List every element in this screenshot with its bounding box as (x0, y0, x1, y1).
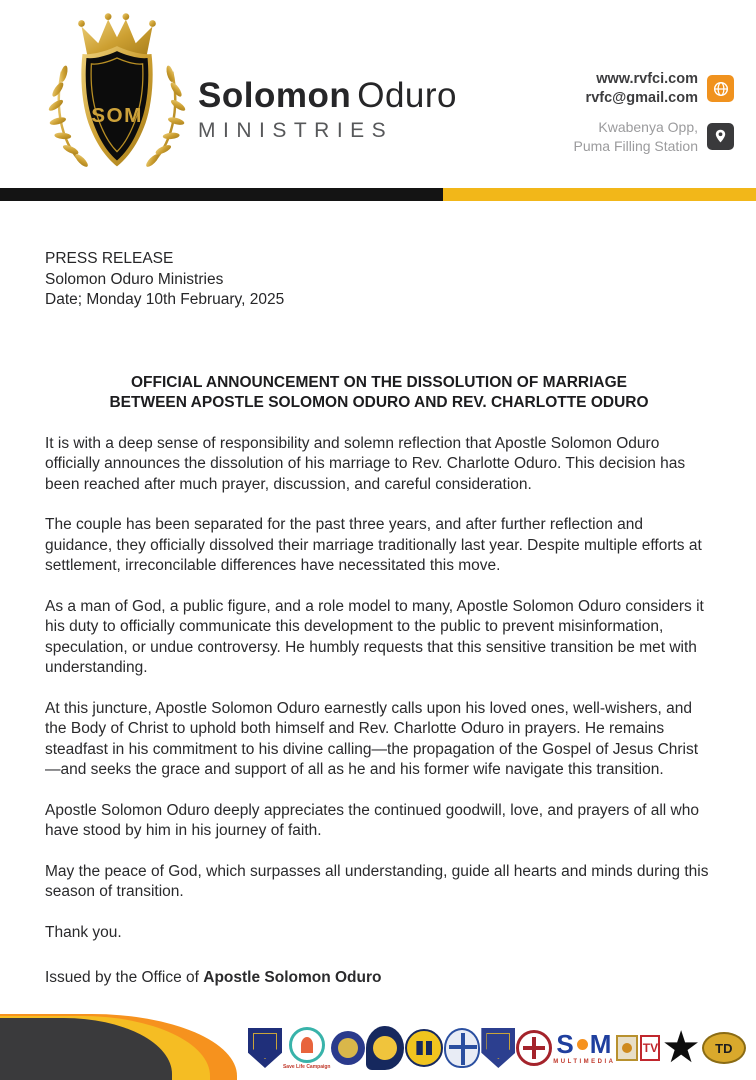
crest-svg (48, 10, 186, 174)
map-pin-icon (707, 123, 734, 150)
som-orange-dot-icon (577, 1039, 588, 1050)
brand-name-light: Oduro (357, 76, 457, 115)
brand-subtitle: MINISTRIES (198, 119, 394, 142)
email-text: rvfc@gmail.com (585, 89, 698, 106)
star-icon: ★ (661, 1023, 701, 1072)
globe-icon (707, 75, 734, 102)
announcement-title (45, 373, 713, 414)
doc-org-label: Solomon Oduro Ministries (45, 270, 224, 288)
brand-wordmark (198, 76, 457, 143)
book-icon (616, 1035, 638, 1061)
header-divider-bar (0, 188, 756, 201)
som-letter-s: S (556, 1029, 575, 1059)
contact-web-row (573, 70, 734, 107)
navy-shield-logo-1 (248, 1028, 282, 1068)
som-letter-m: M (589, 1029, 613, 1059)
paragraph-5: Apostle Solomon Oduro deeply appreciates the continued goodwill, love, and prayers of all who have stood by him in his journey of faith. (45, 801, 699, 839)
book-tv-logo (616, 1035, 660, 1061)
announcement-title-line2: BETWEEN APOSTLE SOLOMON ODURO AND REV. CHARLOTTE ODURO (109, 394, 649, 411)
yellow-crest-logo (405, 1029, 443, 1067)
flame-drop-logo (366, 1026, 404, 1070)
issued-by-name: Apostle Solomon Oduro (203, 969, 382, 986)
contact-block (573, 70, 734, 155)
issued-by-prefix: Issued by the Office of (45, 969, 204, 986)
save-life-campaign-logo (283, 1027, 331, 1070)
paragraph-1: It is with a deep sense of responsibility and solemn reflection that Apostle Solomon Oduro officially announces the dissolution of his marriage to Rev. Charlotte Oduro. This decision has been reached after much prayer, discussion, and careful consideration. (45, 434, 686, 493)
paragraph-3: As a man of God, a public figure, and a role model to many, Apostle Solomon Oduro considers it his duty to officially communicate this development to the public to prevent misinformation, speculation, or undue controversy. He humbly requests that this sensitive transition be met with understanding. (45, 597, 704, 676)
navy-shield-logo-2 (481, 1028, 515, 1068)
som-multimedia-caption: MULTIMEDIA (553, 1059, 616, 1065)
doc-date-label: Date; Monday 10th February, 2025 (45, 291, 285, 308)
shield-icon (81, 46, 152, 166)
paragraph-6: May the peace of God, which surpasses all understanding, guide all hearts and minds during this season of transition. (45, 862, 709, 900)
doc-type-label: PRESS RELEASE (45, 250, 174, 267)
brand-name-bold: Solomon (198, 76, 352, 115)
address-line1: Kwabenya Opp, (598, 119, 698, 136)
ministry-crest-logo (48, 10, 186, 174)
gold-badge-logo (331, 1031, 365, 1065)
website-text: www.rvfci.com (596, 71, 698, 87)
td-label: TD (702, 1032, 746, 1064)
black-star-logo (661, 1023, 701, 1072)
globe-cross-logo (444, 1028, 480, 1068)
som-multimedia-logo (553, 1031, 615, 1065)
red-cross-circle-logo (516, 1030, 552, 1066)
address-line2: Puma Filling Station (573, 137, 698, 154)
paragraph-4: At this juncture, Apostle Solomon Oduro earnestly calls upon his loved ones, well-wishers, and the Body of Christ to uphold both himself and Rev. Charlotte Oduro in prayers. He remains steadfast in his commitment to his divine calling—the propagation of the Gospel of Jesus Christ—and seeks the grace and support of all as he and his former wife navigate this transition. (45, 699, 699, 778)
contact-address-row (573, 118, 734, 155)
partner-logos-row (248, 1022, 746, 1074)
tv-label: TV (640, 1035, 660, 1061)
shield-monogram: SOM (91, 104, 143, 128)
issued-by-line (45, 968, 713, 989)
press-release-body (45, 249, 713, 989)
paragraph-2: The couple has been separated for the past three years, and after further reflection and guidance, they officially dissolved their marriage traditionally last year. Despite multiple efforts at settlement, irreconcilable differences have necessitated this move. (45, 516, 702, 574)
td-gold-oval-logo (702, 1032, 746, 1064)
save-life-campaign-caption: Save Life Campaign (282, 1063, 331, 1070)
closing-thanks: Thank you. (45, 923, 122, 941)
announcement-title-line1: OFFICIAL ANNOUNCEMENT ON THE DISSOLUTION OF MARRIAGE (131, 373, 627, 391)
